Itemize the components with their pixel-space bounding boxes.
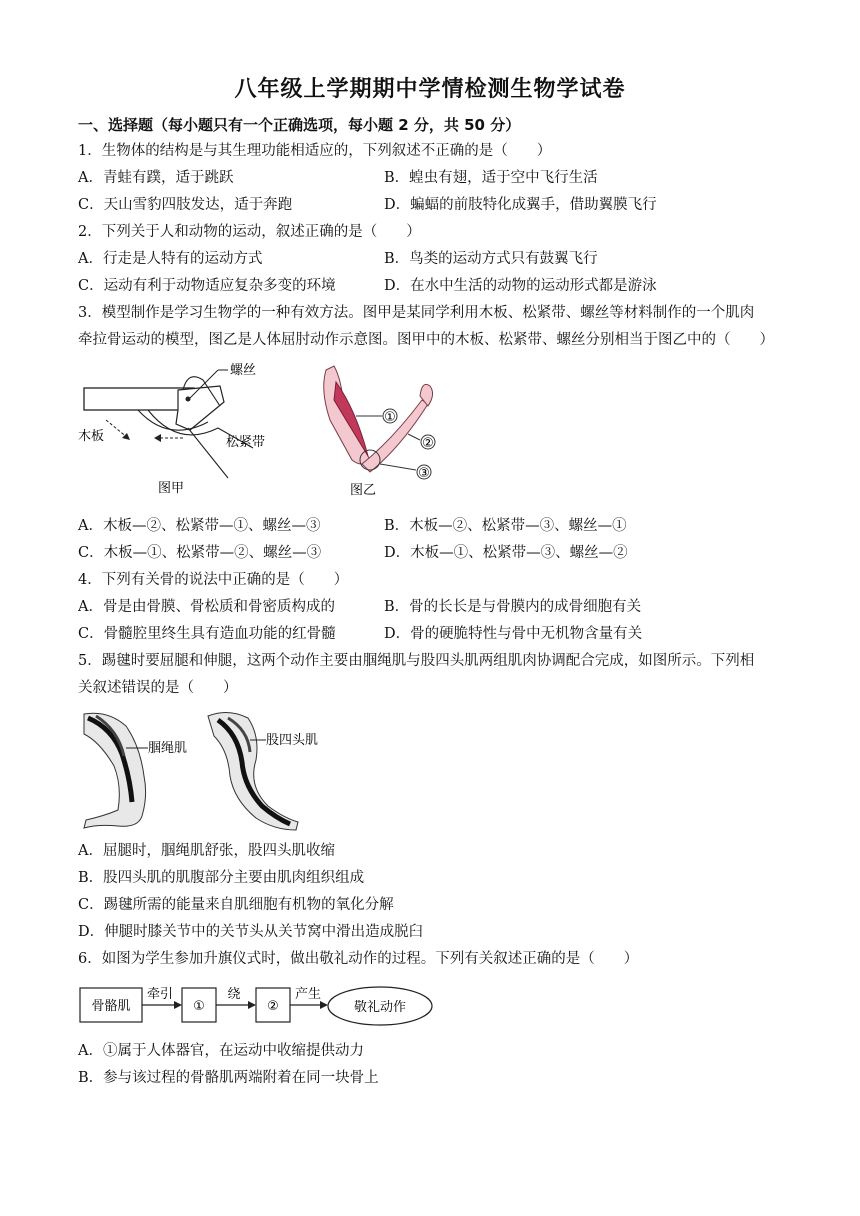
caption-jia: 图甲 <box>158 481 185 496</box>
marker-3: ③ <box>418 466 430 481</box>
marker-1: ① <box>384 410 396 425</box>
label-screw: 螺丝 <box>230 363 257 378</box>
marker-2: ② <box>422 436 434 451</box>
figure-yi-arm <box>312 360 442 502</box>
label-board: 木板 <box>78 429 105 444</box>
question-2-option-c: C．运动有利于动物适应复杂多变的环境 <box>78 278 336 294</box>
question-5-option-a: A．屈腿时，腘绳肌舒张，股四头肌收缩 <box>78 843 335 859</box>
question-1-option-c: C．天山雪豹四肢发达，适于奔跑 <box>78 197 293 213</box>
question-5-option-b: B．股四头肌的肌腹部分主要由肌肉组织组成 <box>78 870 365 886</box>
question-3-option-a: A．木板—②、松紧带—①、螺丝—③ <box>78 518 321 534</box>
question-5-stem-line1: 5．踢毽时要屈腿和伸腿，这两个动作主要由腘绳肌与股四头肌两组肌肉协调配合完成，如图所示。下列相 <box>78 653 755 669</box>
section-heading: 一、选择题（每小题只有一个正确选项，每小题 2 分，共 50 分） <box>78 116 521 134</box>
question-2-stem: 2．下列关于人和动物的运动，叙述正确的是（ ） <box>78 224 421 240</box>
question-4-option-b: B．骨的长长是与骨膜内的成骨细胞有关 <box>384 599 642 615</box>
flow-text-skeletal-muscle: 骨骼肌 <box>91 999 131 1014</box>
label-quadriceps: 股四头肌 <box>266 733 319 748</box>
question-1-option-d: D．蝙蝠的前肢特化成翼手，借助翼膜飞行 <box>384 197 657 213</box>
question-4-stem: 4．下列有关骨的说法中正确的是（ ） <box>78 572 349 588</box>
flow-text-1: ① <box>193 999 205 1014</box>
question-3-stem-line2: 牵拉骨运动的模型，图乙是人体屈肘动作示意图。图甲中的木板、松紧带、螺丝分别相当于图乙中的（ ） <box>78 332 774 348</box>
question-3-stem-line1: 3．模型制作是学习生物学的一种有效方法。图甲是某同学利用木板、松紧带、螺丝等材料制作的一个肌肉 <box>78 305 755 321</box>
flow-text-salute: 敬礼动作 <box>353 1000 407 1015</box>
figure-jia-model <box>78 358 278 503</box>
label-band: 松紧带 <box>226 435 266 450</box>
exam-title: 八年级上学期期中学情检测生物学试卷 <box>234 77 626 102</box>
question-4-option-c: C．骨髓腔里终生具有造血功能的红骨髓 <box>78 626 336 642</box>
label-hamstring: 腘绳肌 <box>148 741 188 756</box>
question-4-option-d: D．骨的硬脆特性与骨中无机物含量有关 <box>384 626 643 642</box>
question-5-stem-line2: 关叙述错误的是（ ） <box>78 680 238 696</box>
flow-arrow-label-pull: 牵引 <box>146 987 174 1002</box>
extended-leg-outline <box>208 712 298 830</box>
question-1-option-a: A．青蛙有蹼，适于跳跃 <box>78 170 234 186</box>
question-5-option-c: C．踢毽所需的能量来自肌细胞有机物的氧化分解 <box>78 897 394 913</box>
question-2-option-a: A．行走是人特有的运动方式 <box>78 251 263 267</box>
lower-board-shape <box>176 386 224 430</box>
question-6-stem: 6．如图为学生参加升旗仪式时，做出敬礼动作的过程。下列有关叙述正确的是（ ） <box>78 951 639 967</box>
question-6-option-a: A．①属于人体器官，在运动中收缩提供动力 <box>78 1043 364 1059</box>
bent-leg-outline <box>84 713 146 828</box>
caption-yi: 图乙 <box>350 483 377 498</box>
flow-arrow-label-produce: 产生 <box>294 987 322 1002</box>
question-3-option-d: D．木板—①、松紧带—③、螺丝—② <box>384 545 628 561</box>
question-6-option-b: B．参与该过程的骨骼肌两端附着在同一块骨上 <box>78 1070 379 1086</box>
flow-text-2: ② <box>267 999 279 1014</box>
screw-dot <box>186 397 191 402</box>
question-3-option-c: C．木板—①、松紧带—②、螺丝—③ <box>78 545 322 561</box>
question-2-option-d: D．在水中生活的动物的运动形式都是游泳 <box>384 278 657 294</box>
figure-salute-flow <box>78 980 438 1032</box>
question-1-option-b: B．蝗虫有翅，适于空中飞行生活 <box>384 170 598 186</box>
flow-arrow-label-around: 绕 <box>227 987 241 1002</box>
question-5-option-d: D．伸腿时膝关节中的关节头从关节窝中滑出造成脱臼 <box>78 924 424 940</box>
question-3-option-b: B．木板—②、松紧带—③、螺丝—① <box>384 518 627 534</box>
question-4-option-a: A．骨是由骨膜、骨松质和骨密质构成的 <box>78 599 335 615</box>
question-2-option-b: B．鸟类的运动方式只有鼓翼飞行 <box>384 251 598 267</box>
figure-leg-muscles <box>78 706 338 834</box>
question-1-stem: 1．生物体的结构是与其生理功能相适应的，下列叙述不正确的是（ ） <box>78 143 552 159</box>
